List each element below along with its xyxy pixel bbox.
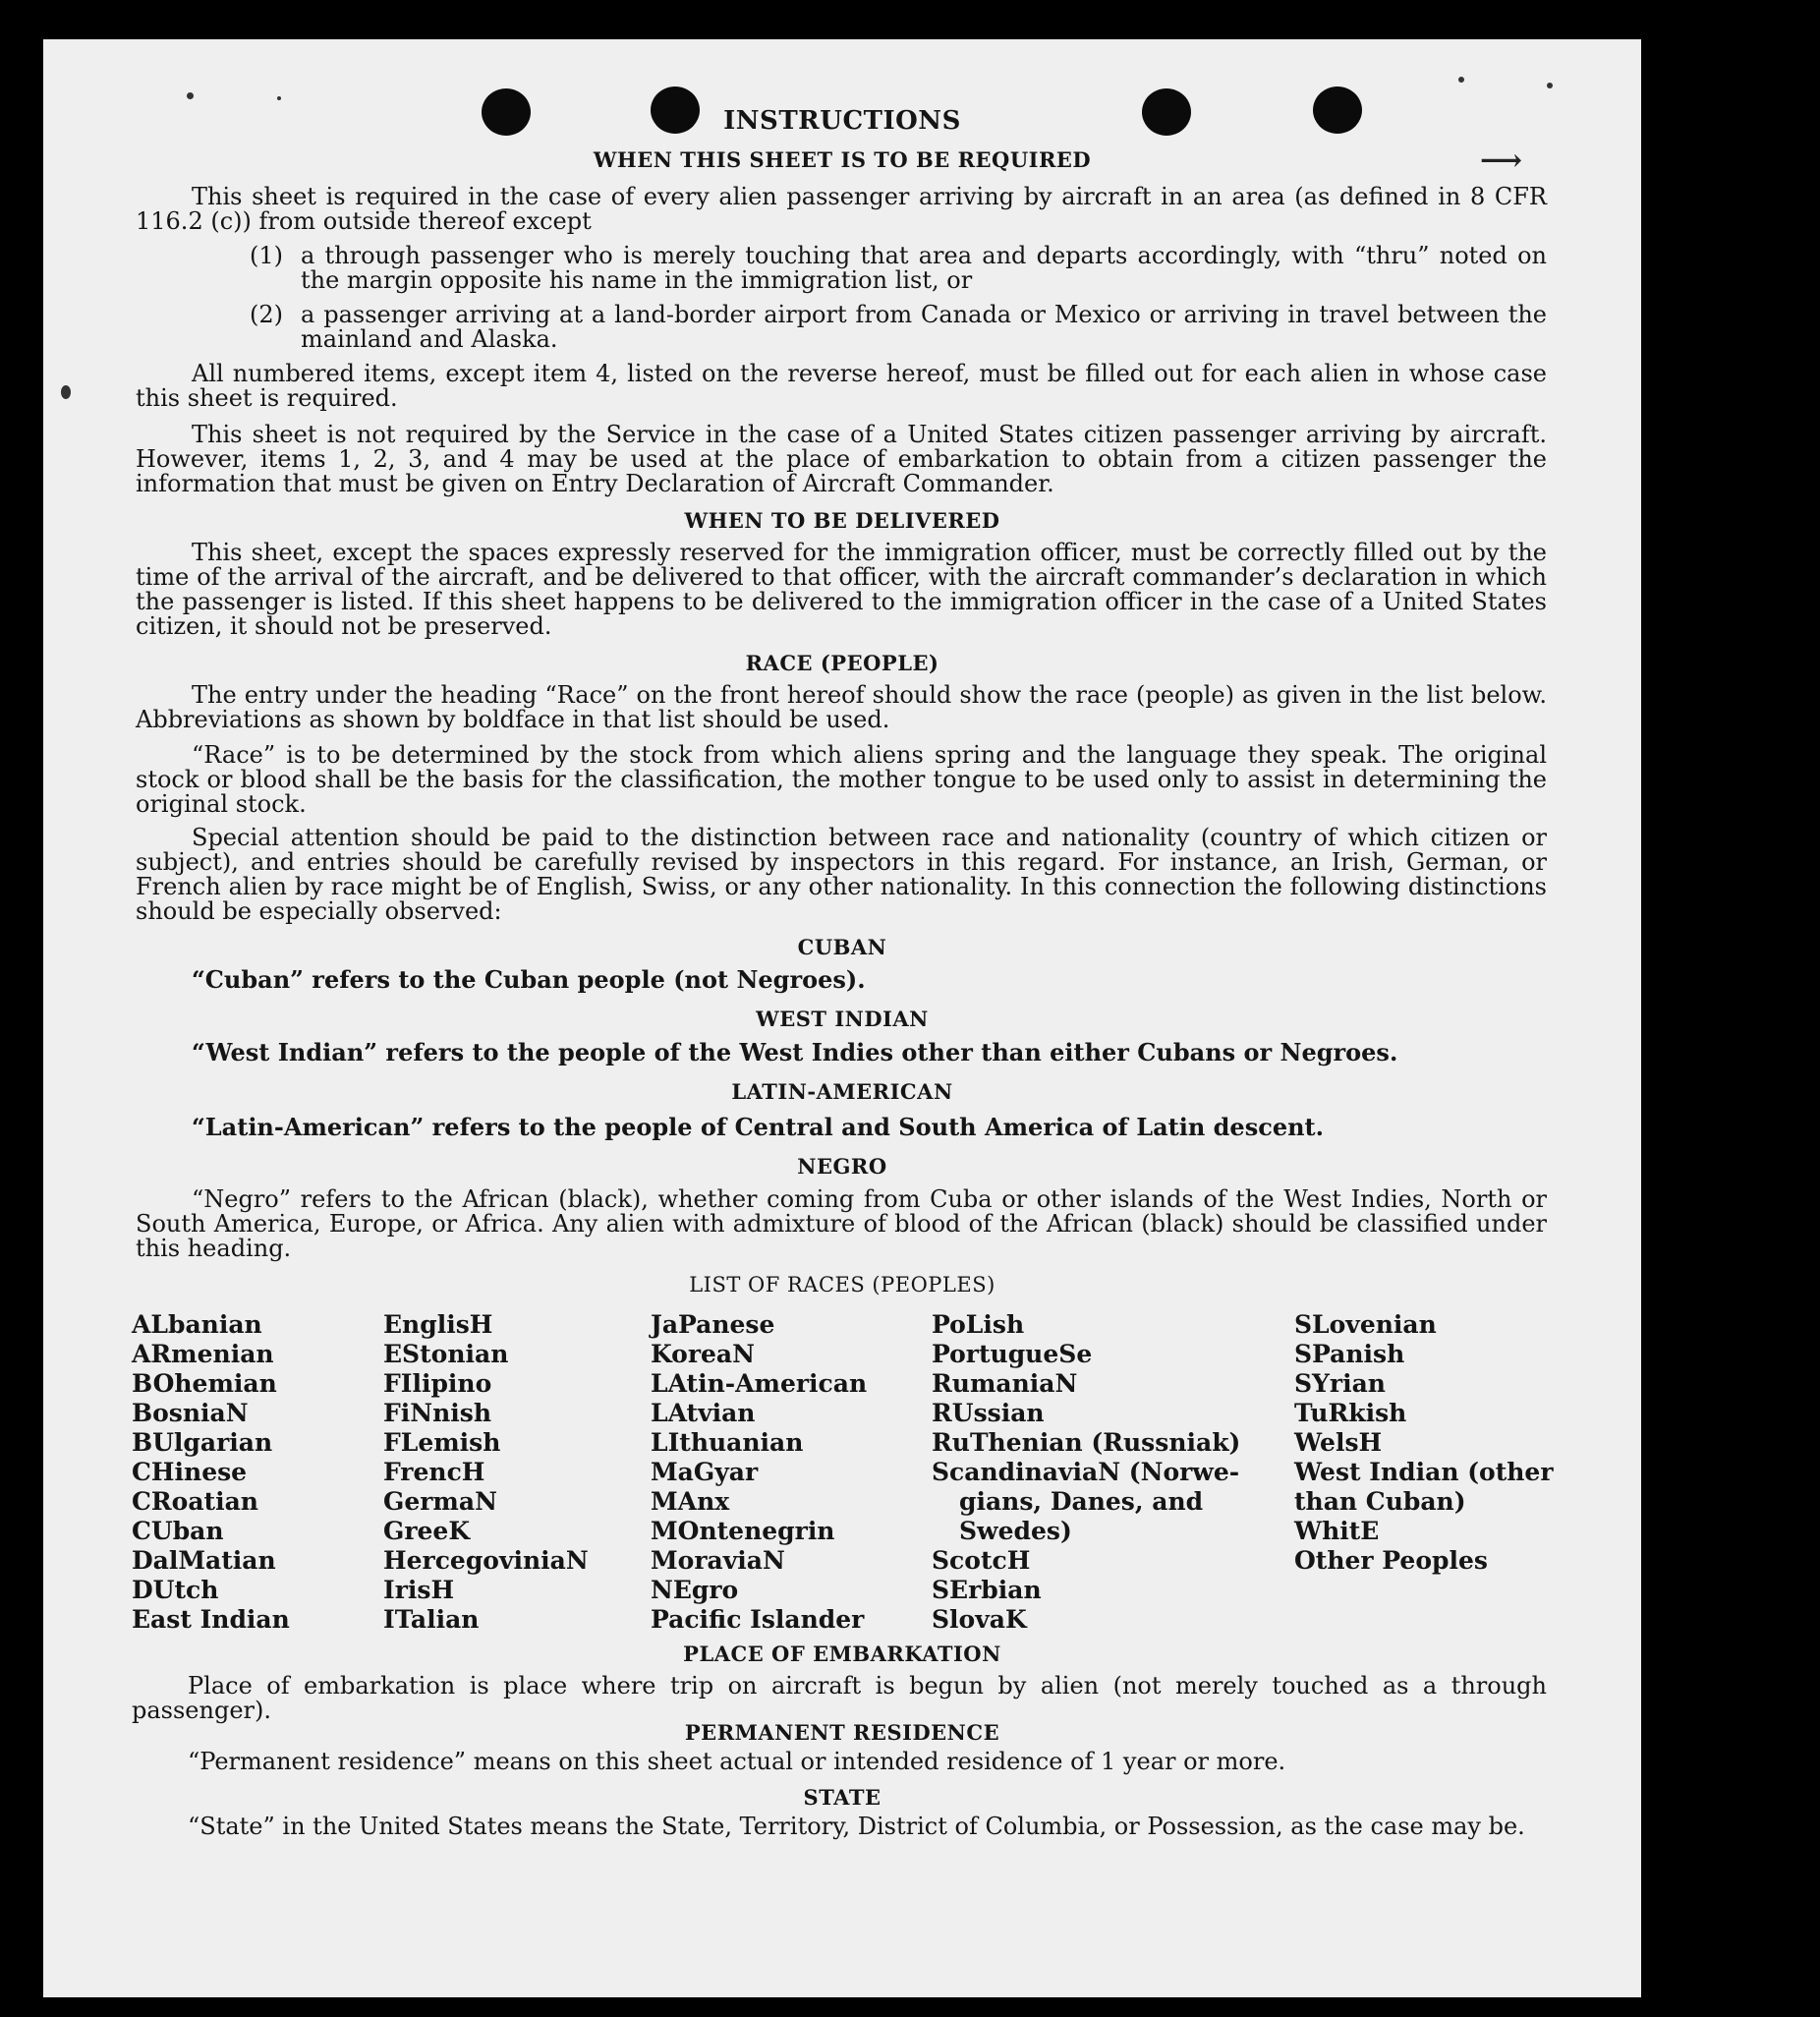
speck xyxy=(187,92,194,99)
race-list-item: ScandinaviaN (Norwe- xyxy=(932,1458,1240,1486)
race-list-item: CUban xyxy=(132,1517,224,1545)
race-list-item: RuThenian (Russniak) xyxy=(932,1428,1241,1457)
list-item: (1) a through passenger who is merely touching that area and departs accordingly, with “thru” noted on the margin opposite his name in the immigration list, or xyxy=(250,242,1547,294)
race-list-item: MOntenegrin xyxy=(651,1517,835,1545)
heading-negro: NEGRO xyxy=(797,1154,887,1179)
paragraph-numbered-items: All numbered items, except item 4, listed on the reverse hereof, must be filled out for each alien in whose case this sheet is required. xyxy=(136,360,1547,412)
race-list-item: LIthuanian xyxy=(651,1428,804,1457)
paragraph-delivered: This sheet, except the spaces expressly reserved for the immigration officer, must be correctly filled out by the time of the arrival of the aircraft, and be delivered to that officer, with the aircraft commander’s declaration in which the passenger is listed. If this sheet happens to be delivered to the immigration officer in the case of a United States citizen, it should not be preserved. xyxy=(136,539,1547,640)
race-list-item: RUssian xyxy=(932,1399,1045,1427)
race-list-item: PortugueSe xyxy=(932,1340,1093,1368)
race-list-item: EnglisH xyxy=(383,1310,493,1339)
race-list-item: FLemish xyxy=(383,1428,501,1457)
race-list-item: FIlipino xyxy=(383,1369,492,1398)
race-list-item: SYrian xyxy=(1294,1369,1386,1398)
speck xyxy=(277,96,281,100)
race-list-item: NEgro xyxy=(651,1576,739,1604)
race-list-item: FrencH xyxy=(383,1458,485,1486)
race-column-5 xyxy=(1294,1310,1554,1576)
race-list-item: than Cuban) xyxy=(1294,1487,1466,1516)
speck xyxy=(1547,83,1553,88)
race-list-item: WhitE xyxy=(1294,1517,1380,1545)
race-list-item: LAtin-American xyxy=(651,1369,868,1398)
race-list-item: Other Peoples xyxy=(1294,1546,1488,1575)
definition-negro: “Negro” refers to the African (black), whether coming from Cuba or other islands of the West Indies, North or South America, Europe, or Africa. Any alien with admixture of blood of the African (black) should be classified under this heading. xyxy=(136,1185,1547,1262)
paragraph-residence: “Permanent residence” means on this sheet actual or intended residence of 1 year or more. xyxy=(188,1748,1286,1775)
pencil-mark-arrow-icon: ⟶ xyxy=(1480,144,1523,178)
race-list-item: Swedes) xyxy=(959,1517,1072,1545)
race-list-item: JaPanese xyxy=(651,1310,775,1339)
race-list-item: SPanish xyxy=(1294,1340,1405,1368)
paragraph-special-attention: Special attention should be paid to the distinction between race and nationality (country of which citizen or subject), and entries should be carefully revised by inspectors in this regard. For instance, an Irish, German, or French alien by race might be of English, Swiss, or any other nationality. In this connection the following distinctions should be especially observed: xyxy=(136,824,1547,925)
race-list-item: DalMatian xyxy=(132,1546,276,1575)
race-list-item: PoLish xyxy=(932,1310,1025,1339)
race-column-2 xyxy=(383,1310,589,1635)
race-list-item: WelsH xyxy=(1294,1428,1383,1457)
race-list-item: SLovenian xyxy=(1294,1310,1437,1339)
race-list-item: GermaN xyxy=(383,1487,497,1516)
heading-when-required: WHEN THIS SHEET IS TO BE REQUIRED xyxy=(593,147,1092,172)
race-column-4 xyxy=(932,1310,1240,1635)
race-list-item: MAnx xyxy=(651,1487,730,1516)
race-list-item: gians, Danes, and xyxy=(959,1487,1204,1516)
instructions-title: INSTRUCTIONS xyxy=(723,106,961,136)
race-list-item: Pacific Islander xyxy=(651,1605,865,1634)
paragraph-not-required: This sheet is not required by the Service in the case of a United States citizen passenger arriving by aircraft. However, items 1, 2, 3, and 4 may be used at the place of embarkation to obtain from a citizen passenger the information that must be given on Entry Declaration of Aircraft Commander. xyxy=(136,421,1547,497)
heading-west-indian: WEST INDIAN xyxy=(756,1007,929,1031)
race-list-item: EStonian xyxy=(383,1340,509,1368)
paragraph-embarkation: Place of embarkation is place where trip on aircraft is begun by alien (not merely touched as a through passenger). xyxy=(132,1672,1547,1724)
heading-cuban: CUBAN xyxy=(797,935,887,959)
race-list-item: TuRkish xyxy=(1294,1399,1407,1427)
race-list-item: RumaniaN xyxy=(932,1369,1078,1398)
paragraph-race-determined: “Race” is to be determined by the stock from which aliens spring and the language they speak. The original stock or blood shall be the basis for the classification, the mother tongue to be used only to assist in determining the original stock. xyxy=(136,741,1547,818)
race-list-item: ScotcH xyxy=(932,1546,1031,1575)
race-list-item: ITalian xyxy=(383,1605,480,1634)
heading-place-of-embarkation: PLACE OF EMBARKATION xyxy=(683,1642,1001,1666)
race-list-item: BosniaN xyxy=(132,1399,249,1427)
speck xyxy=(61,385,71,399)
race-list-item: East Indian xyxy=(132,1605,290,1634)
race-list-item: MaGyar xyxy=(651,1458,759,1486)
race-list-item: LAtvian xyxy=(651,1399,756,1427)
definition-latin-american: “Latin-American” refers to the people of Central and South America of Latin descent. xyxy=(192,1113,1324,1141)
heading-race-people: RACE (PEOPLE) xyxy=(745,651,939,675)
document-page xyxy=(43,39,1641,1997)
race-list-item: West Indian (other xyxy=(1294,1458,1554,1486)
race-list-item: IrisH xyxy=(383,1576,455,1604)
race-list-item: FiNnish xyxy=(383,1399,492,1427)
race-list-item: HercegoviniaN xyxy=(383,1546,589,1575)
race-list-item: ALbanian xyxy=(132,1310,262,1339)
list-item: (2) a passenger arriving at a land-border airport from Canada or Mexico or arriving in travel between the mainland and Alaska. xyxy=(250,301,1547,353)
race-list-item: SErbian xyxy=(932,1576,1042,1604)
definition-west-indian: “West Indian” refers to the people of the West Indies other than either Cubans or Negroes. xyxy=(192,1038,1398,1066)
race-list-item: BOhemian xyxy=(132,1369,277,1398)
heading-state: STATE xyxy=(803,1785,882,1810)
race-column-3 xyxy=(651,1310,867,1635)
race-list-item: SlovaK xyxy=(932,1605,1027,1634)
speck xyxy=(1458,77,1464,83)
heading-permanent-residence: PERMANENT RESIDENCE xyxy=(684,1720,1000,1745)
race-list-item: CHinese xyxy=(132,1458,248,1486)
heading-latin-american: LATIN-AMERICAN xyxy=(731,1079,953,1104)
race-list-item: KoreaN xyxy=(651,1340,755,1368)
paragraph-state: “State” in the United States means the State, Territory, District of Columbia, or Possession, as the case may be. xyxy=(188,1813,1525,1840)
race-list-item: MoraviaN xyxy=(651,1546,785,1575)
paragraph-race-entry: The entry under the heading “Race” on the front hereof should show the race (people) as given in the list below. Abbreviations as shown by boldface in that list should be used. xyxy=(136,681,1547,733)
race-list-item: CRoatian xyxy=(132,1487,258,1516)
race-list-item: GreeK xyxy=(383,1517,471,1545)
race-list-item: DUtch xyxy=(132,1576,219,1604)
heading-when-delivered: WHEN TO BE DELIVERED xyxy=(684,508,1000,533)
race-column-1 xyxy=(132,1310,290,1635)
paragraph-required-intro: This sheet is required in the case of every alien passenger arriving by aircraft in an area (as defined in 8 CFR 116.2 (c)) from outside thereof except xyxy=(136,183,1547,235)
race-list-item: BUlgarian xyxy=(132,1428,273,1457)
race-list-item: ARmenian xyxy=(132,1340,274,1368)
heading-list-of-races: LIST OF RACES (PEOPLES) xyxy=(689,1273,995,1297)
definition-cuban: “Cuban” refers to the Cuban people (not Negroes). xyxy=(192,965,866,994)
